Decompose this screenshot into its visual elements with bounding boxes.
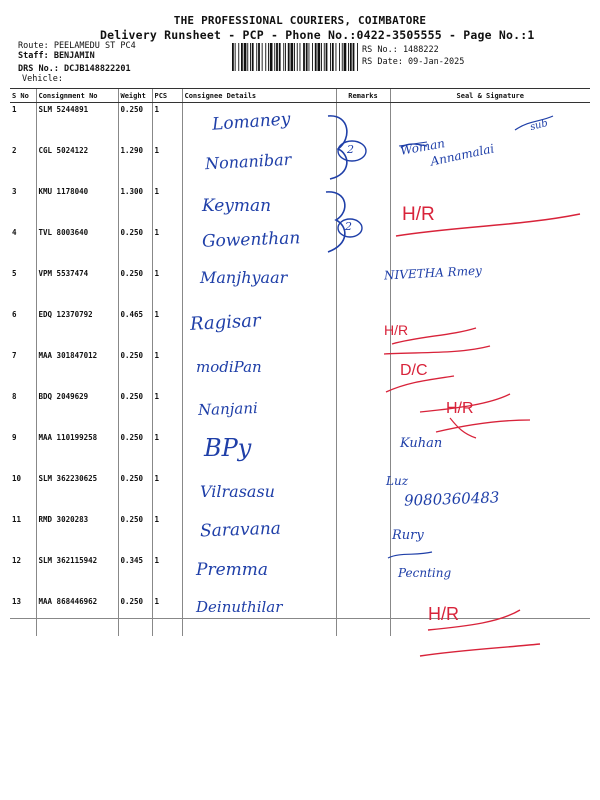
table-row: 1 SLM 5244891 0.250 1 (10, 103, 590, 145)
remarks-count: 2 (347, 143, 354, 156)
handwritten-consignee: modiPan (196, 358, 262, 376)
signature: Annamalai (429, 141, 496, 169)
col-weight: Weight (118, 89, 152, 103)
signature: Luz (386, 474, 409, 488)
table-row: 3 KMU 1178040 1.300 1 (10, 185, 590, 226)
table-row: 8 BDQ 2049629 0.250 1 (10, 390, 590, 431)
signature: Rury (392, 528, 424, 543)
signature: sub (528, 117, 550, 134)
table-header-row (10, 89, 590, 103)
handwritten-consignee: Manjhyaar (200, 268, 288, 287)
red-remark: H/R (402, 204, 435, 225)
company-name: THE PROFESSIONAL COURIERS, COIMBATORE (173, 14, 427, 27)
table-row: 7 MAA 301847012 0.250 1 (10, 349, 590, 390)
staff-info: Staff: BENJAMIN (18, 51, 95, 61)
red-remark: D/C (400, 362, 428, 379)
rs-date: RS Date: 09-Jan-2025 (362, 57, 465, 67)
signature: NIVETHA Rmey (383, 263, 483, 283)
table-row: 10 SLM 362230625 0.250 1 (10, 472, 590, 513)
table-row: 13 MAA 868446962 0.250 1 (10, 595, 590, 636)
vehicle-info: Vehicle: (22, 74, 63, 84)
remarks-brackets (320, 104, 380, 264)
col-consignee: Consignee Details (182, 89, 336, 103)
handwritten-consignee: Keyman (202, 196, 272, 216)
runsheet-title: Delivery Runsheet - PCP - Phone No.:0422-3505555 - Page No.:1 (100, 28, 535, 42)
barcode (232, 43, 358, 71)
table-row: 2 CGL 5024122 1.290 1 (10, 144, 590, 185)
handwritten-consignee: Lomaney (211, 109, 292, 135)
signature-scribble (395, 108, 555, 158)
handwritten-consignee: Gowenthan (201, 228, 301, 252)
table-row: 9 MAA 110199258 0.250 1 (10, 431, 590, 472)
route-info: Route: PEELAMEDU ST PC4 (18, 41, 136, 51)
col-sno: S No (10, 89, 36, 103)
table-row: 5 VPM 5537474 0.250 1 (10, 267, 590, 308)
col-pcs: PCS (152, 89, 182, 103)
handwritten-consignee: Ragisar (189, 310, 262, 335)
red-strokes (380, 196, 600, 666)
handwritten-consignee: Deinuthilar (196, 598, 283, 616)
handwritten-consignee: BPy (204, 434, 252, 462)
signature-phone: 9080360483 (403, 488, 500, 510)
signature: Kuhan (400, 436, 443, 451)
red-remark: H/R (446, 400, 474, 417)
table-row: 11 RMD 3020283 0.250 1 (10, 513, 590, 554)
handwritten-consignee: Nanjani (197, 398, 259, 420)
table-row: 12 SLM 362115942 0.345 1 (10, 554, 590, 595)
signature: Pecnting (398, 566, 452, 580)
table-row: 6 EDQ 12370792 0.465 1 (10, 308, 590, 349)
handwritten-consignee: Vilrasasu (200, 482, 275, 501)
handwritten-consignee: Nonanibar (204, 149, 292, 174)
col-remarks: Remarks (336, 89, 390, 103)
handwritten-consignee: Saravana (199, 518, 282, 542)
signature: Woman (399, 136, 446, 158)
table-row: 4 TVL 8003640 0.250 1 (10, 226, 590, 267)
drs-info: DRS No.: DCJB148822201 (18, 64, 131, 74)
rs-number: RS No.: 1488222 (362, 45, 439, 55)
red-remark: H/R (384, 322, 409, 338)
remarks-count: 2 (345, 220, 352, 233)
red-remark: H/R (428, 604, 459, 624)
col-signature: Seal & Signature (390, 89, 590, 103)
handwritten-consignee: Premma (196, 560, 269, 580)
col-consignment: Consignment No (36, 89, 118, 103)
